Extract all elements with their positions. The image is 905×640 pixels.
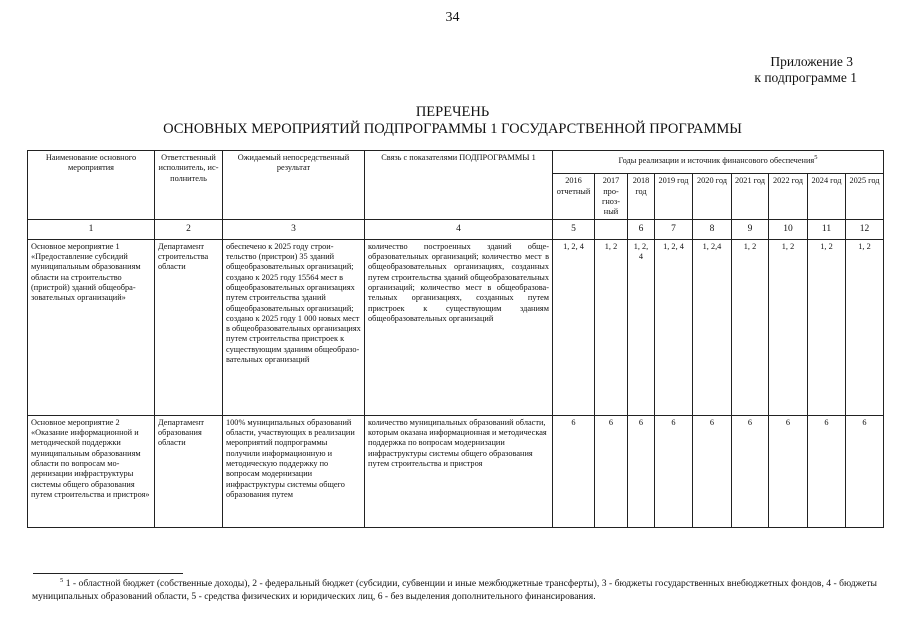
year-2022: 2022 год <box>769 174 808 220</box>
title-line-1: ПЕРЕЧЕНЬ <box>415 104 490 120</box>
row-value-2018: 1, 2, 4 <box>628 239 655 415</box>
numbering-row <box>28 220 884 239</box>
year-2025: 2025 год <box>846 174 884 220</box>
header-row <box>28 151 884 174</box>
col-number: 9 <box>732 220 769 239</box>
row-responsible: Департамент образования области <box>155 415 223 527</box>
row-link: количество построенных зданий общеобразовательных организаций; количество мест в общеобразовательных организациях, созданных путем строительства зданий общеобразовательных организаций; количество мест в общеобразовательных организациях, созданных путем пристроек к существующим зданиям общеобразовательных организаций <box>365 239 553 415</box>
year-2024: 2024 год <box>808 174 846 220</box>
col-number: 4 <box>365 220 553 239</box>
header-result: Ожидаемый непосредственный результат <box>223 151 365 220</box>
row-name: Основное мероприятие 2 «Оказание информационной и методической поддержки муниципальным образованиям области по вопросам модернизации инфраструктуры системы общего образования путем строительства и пристроя» <box>28 415 155 527</box>
col-number: 5 <box>553 220 595 239</box>
row-value-2025: 6 <box>846 415 884 527</box>
row-value-2017: 6 <box>595 415 628 527</box>
footnote-text: 1 - областной бюджет (собственные доходы), 2 - федеральный бюджет (субсидии, субвенции и иные межбюджетные трансферты), 3 - бюджеты государственных внебюджетных фондов, 4 - бюджеты муниципальных образований области, 5 - средства физических и юридических лиц, 6 - без выделения дополнительного финансирования. <box>32 578 877 602</box>
row-name: Основное мероприятие 1 «Предоставление субсидий муниципальным образованиям области на строительство (пристрой) зданий общеобразовательных организаций» <box>28 239 155 415</box>
col-number: 3 <box>223 220 365 239</box>
row-responsible: Департамент строительства области <box>155 239 223 415</box>
footnote-marker: 5 <box>60 576 64 584</box>
row-value-2021: 1, 2 <box>732 239 769 415</box>
footnote-divider <box>33 573 183 574</box>
years-group-label: Годы реализации и источник финансового обеспечения <box>618 156 815 165</box>
col-number: 1 <box>28 220 155 239</box>
years-group-sup: 5 <box>814 154 818 162</box>
header-responsible: Ответственный исполнитель, исполнитель <box>155 151 223 220</box>
measures-table <box>27 150 884 528</box>
row-value-2022: 6 <box>769 415 808 527</box>
col-number: 7 <box>655 220 693 239</box>
row-result: обеспечено к 2025 году строительство (пристрои) 35 зданий общеобразовательных организаций; создано к 2025 году 15564 мест в общеобразовательных организациях путем строительства зданий общеобразовательных организаций; создано к 2025 году 1 000 новых мест в общеобразовательных организациях путем строительства пристроек к существующим зданиям общеобразовательных организаций <box>223 239 365 415</box>
header-years-group <box>553 151 884 174</box>
col-number: 10 <box>769 220 808 239</box>
row-value-2017: 1, 2 <box>595 239 628 415</box>
year-2017: 2017 прогнозный <box>595 174 628 220</box>
row-result: 100% муниципальных образований области, участвующих в реализации мероприятий подпрограммы получили информационную и методическую поддержку по вопросам модернизации инфраструктуры системы общего образования путем <box>223 415 365 527</box>
page-number: 34 <box>445 10 460 25</box>
table-row <box>28 239 884 415</box>
col-number: 11 <box>808 220 846 239</box>
footnote <box>32 578 877 603</box>
appendix-line-1: Приложение 3 <box>770 54 853 69</box>
appendix-line-2: к подпрограмме 1 <box>754 70 857 85</box>
header-name: Наименование основного мероприятия <box>28 151 155 220</box>
year-2019: 2019 год <box>655 174 693 220</box>
row-value-2020: 1, 2,4 <box>693 239 732 415</box>
row-value-2016: 1, 2, 4 <box>553 239 595 415</box>
year-2021: 2021 год <box>732 174 769 220</box>
row-value-2019: 1, 2, 4 <box>655 239 693 415</box>
col-number: 12 <box>846 220 884 239</box>
header-link: Связь с показателями ПОДПРОГРАММЫ 1 <box>365 151 553 220</box>
row-value-2022: 1, 2 <box>769 239 808 415</box>
row-link: количество муниципальных образований области, которым оказана информационная и методическая поддержка по вопросам модернизации инфраструктуры системы общего образования путем строительства и пристроя <box>365 415 553 527</box>
appendix-note <box>754 54 857 86</box>
row-value-2024: 6 <box>808 415 846 527</box>
row-value-2018: 6 <box>628 415 655 527</box>
col-number: 2 <box>155 220 223 239</box>
row-value-2024: 1, 2 <box>808 239 846 415</box>
year-2018: 2018 год <box>628 174 655 220</box>
row-value-2021: 6 <box>732 415 769 527</box>
row-value-2019: 6 <box>655 415 693 527</box>
table-row <box>28 415 884 527</box>
title-line-2: ОСНОВНЫХ МЕРОПРИЯТИЙ ПОДПРОГРАММЫ 1 ГОСУДАРСТВЕННОЙ ПРОГРАММЫ <box>163 121 742 137</box>
col-number: 8 <box>693 220 732 239</box>
row-value-2025: 1, 2 <box>846 239 884 415</box>
row-value-2016: 6 <box>553 415 595 527</box>
row-value-2020: 6 <box>693 415 732 527</box>
year-2016: 2016 отчетный <box>553 174 595 220</box>
year-2020: 2020 год <box>693 174 732 220</box>
col-number: 6 <box>628 220 655 239</box>
col-number <box>595 220 628 239</box>
document-title <box>0 104 905 138</box>
